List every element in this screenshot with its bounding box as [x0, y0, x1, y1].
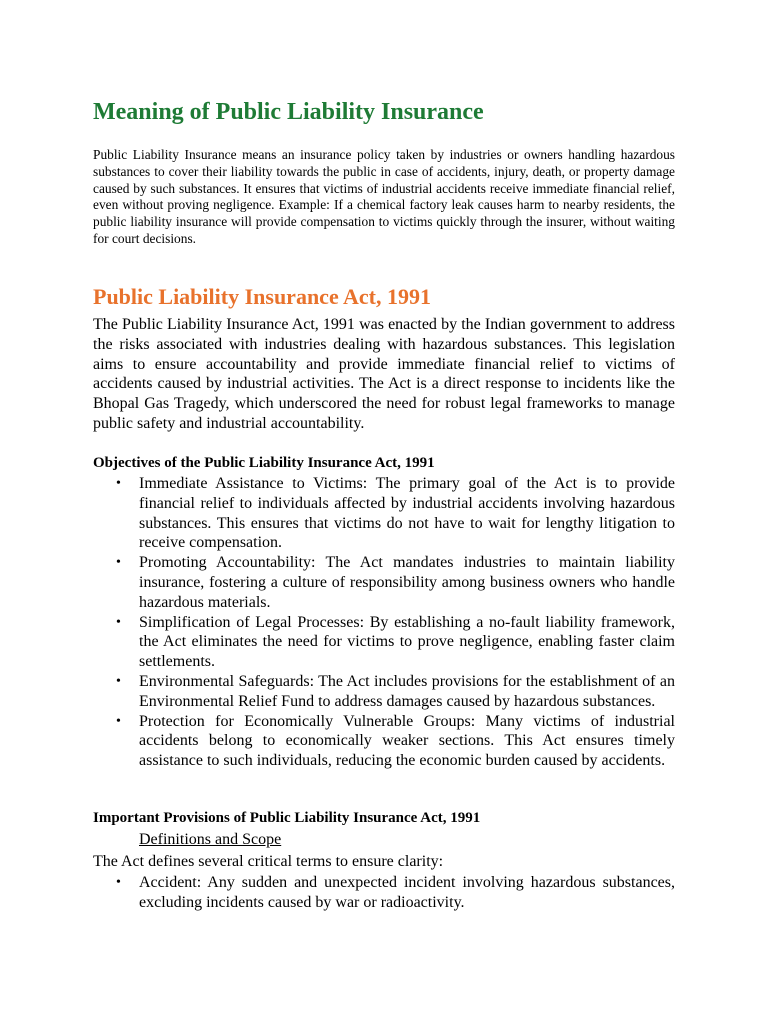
act-heading: Public Liability Insurance Act, 1991: [93, 284, 431, 309]
list-item: [93, 672, 675, 712]
bullet-icon: •: [116, 555, 121, 571]
list-item-text: Protection for Economically Vulnerable Groups: Many victims of industrial accidents belong to economically weaker sections. This Act ensures timely assistance to such individuals, reducing the economic burden caused by accidents.: [139, 712, 675, 770]
list-item-text: Immediate Assistance to Victims: The primary goal of the Act is to provide financial relief to individuals affected by industrial accidents involving hazardous substances. This ensures that victims do not have to wait for lengthy litigation to receive compensation.: [139, 475, 675, 552]
list-item: [93, 712, 675, 771]
provisions-heading: Important Provisions of Public Liability Insurance Act, 1991: [93, 810, 481, 826]
objectives-list: [93, 474, 675, 771]
objectives-heading: Objectives of the Public Liability Insurance Act, 1991: [93, 455, 435, 471]
list-item-text: Simplification of Legal Processes: By establishing a no-fault liability framework, the Act eliminates the need for victims to prove negligence, enabling faster claim settlements.: [139, 613, 675, 671]
list-item: [93, 474, 675, 553]
page-title: Meaning of Public Liability Insurance: [93, 99, 484, 125]
list-item: [93, 873, 675, 913]
list-item-text: Promoting Accountability: The Act mandates industries to maintain liability insurance, fostering a culture of responsibility among business owners who handle hazardous materials.: [139, 554, 675, 611]
list-item-text: Environmental Safeguards: The Act includes provisions for the establishment of an Environmental Relief Fund to address damages caused by hazardous substances.: [139, 672, 675, 710]
act-paragraph: The Public Liability Insurance Act, 1991 was enacted by the Indian government to address the risks associated with industries dealing with hazardous substances. This legislation aims to ensure accountability and provide immediate financial relief to victims of accidents caused by industrial activities. The Act is a direct response to incidents like the Bhopal Gas Tragedy, which underscored the need for robust legal frameworks to manage public safety and industrial accountability.: [93, 316, 675, 432]
list-item-text: Accident: Any sudden and unexpected incident involving hazardous substances, excluding incidents caused by war or radioactivity.: [139, 874, 675, 911]
bullet-icon: •: [116, 673, 121, 689]
bullet-icon: •: [116, 614, 121, 630]
intro-paragraph: Public Liability Insurance means an insurance policy taken by industries or owners handling hazardous substances to cover their liability towards the public in case of accidents, injury, death, or property damage caused by such substances. It ensures that victims of industrial accidents receive immediate financial relief, even without proving negligence. Example: If a chemical factory leak causes harm to nearby residents, the public liability insurance will provide compensation to victims quickly through the insurer, without waiting for court decisions.: [93, 147, 675, 246]
list-item: [93, 613, 675, 672]
definitions-list: [93, 873, 675, 913]
bullet-icon: •: [116, 875, 121, 890]
bullet-icon: •: [116, 713, 121, 729]
list-item: [93, 553, 675, 612]
definitions-subheading: Definitions and Scope: [139, 831, 282, 848]
bullet-icon: •: [116, 476, 121, 491]
definitions-intro: The Act defines several critical terms to ensure clarity:: [93, 853, 444, 870]
